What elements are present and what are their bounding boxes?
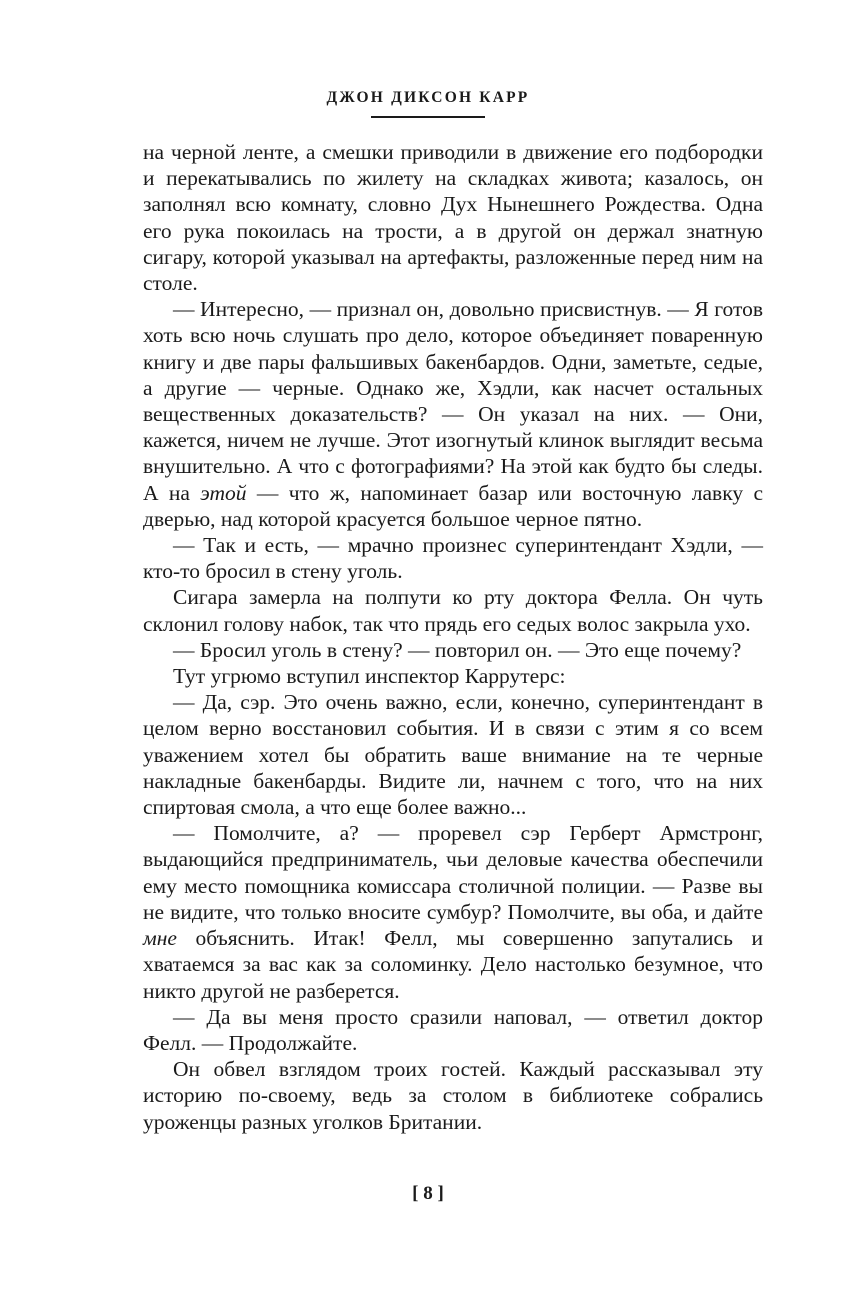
paragraph-7: — Да, сэр. Это очень важно, если, конечно, суперинтендант в целом верно восстановил события. И в связи с этим я со всем уважением хотел бы обратить ваше внимание на те черные накладные бакенбарды. Видите ли, начнем с того, что на них спиртовая смола, а что еще более важно... [143, 690, 763, 820]
paragraph-9: — Да вы меня просто сразили наповал, — ответил доктор Фелл. — Продолжайте. [143, 1004, 763, 1055]
paragraph-2-part-b: — что ж, напоминает базар или восточную лавку с дверью, над которой красуется большое черное пятно. [143, 480, 764, 531]
paragraph-2 [143, 296, 763, 532]
paragraph-3: — Так и есть, — мрачно произнес суперинтендант Хэдли, — кто-то бросил в стену уголь. [143, 533, 763, 584]
paragraph-10: Он обвел взглядом троих гостей. Каждый рассказывал эту историю по-своему, ведь за столом в библиотеке собрались уроженцы разных уголков Британии. [143, 1057, 763, 1134]
body-text [143, 139, 763, 1135]
paragraph-1: на черной ленте, а смешки приводили в движение его подбородки и перекатывались по жилету на складках живота; казалось, он заполнял всю комнату, словно Дух Нынешнего Рождества. Одна его рука покоилась на трости, а в другой он держал знатную сигару, которой указывал на артефакты, разложенные перед ним на столе. [143, 140, 763, 296]
paragraph-8 [143, 820, 763, 1003]
page-number: [ 8 ] [412, 1183, 444, 1204]
emphasis-me: мне [143, 926, 177, 951]
emphasis-this: этой [200, 480, 247, 505]
paragraph-8-part-a: — Помолчите, а? — проревел сэр Герберт Армстронг, выдающийся предприниматель, чьи деловые качества обеспечили ему место помощника комиссара столичной полиции. — Разве вы не видите, что только вносите сумбур? Помолчите, вы оба, и дайте [143, 821, 763, 924]
paragraph-2-part-a: — Интересно, — признал он, довольно присвистнув. — Я готов хоть всю ночь слушать про дело, которое объединяет поваренную книгу и две пары фальшивых бакенбардов. Одни, заметьте, седые, а другие — черные. Однако же, Хэдли, как насчет остальных вещественных доказательств? — Он указал на них. — Они, кажется, ничем не лучше. Этот изогнутый клинок выглядит весьма внушительно. А что с фотографиями? На этой как будто бы следы. А на [143, 297, 763, 505]
paragraph-8-part-b: объяснить. Итак! Фелл, мы совершенно запутались и хватаемся за вас как за соломинку. Дело настолько безумное, что никто другой не разберется. [143, 926, 763, 1003]
header-rule [371, 116, 485, 118]
running-head-author: ДЖОН ДИКСОН КАРР [326, 89, 530, 106]
paragraph-6: Тут угрюмо вступил инспектор Каррутерс: [173, 664, 566, 689]
paragraph-4: Сигара замерла на полпути ко рту доктора Фелла. Он чуть склонил голову набок, так что прядь его седых волос закрыла ухо. [143, 585, 763, 636]
paragraph-5: — Бросил уголь в стену? — повторил он. — Это еще почему? [173, 637, 742, 662]
